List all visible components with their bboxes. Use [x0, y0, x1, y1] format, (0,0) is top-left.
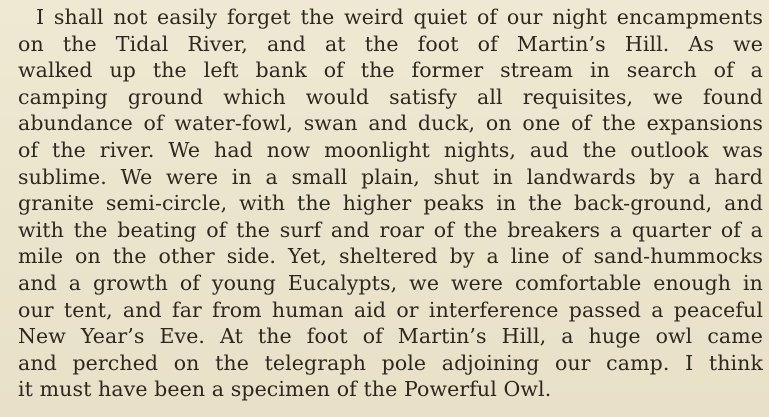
text-line-2: on the Tidal River, and at the foot of Martin’s Hill. As we	[18, 31, 763, 56]
text-line-14: and perched on the telegraph pole adjoining our camp. I think	[18, 350, 763, 375]
text-line-15: it must have been a specimen of the Powerful Owl.	[18, 377, 552, 402]
text-line-1: I shall not easily forget the weird quiet of our night encampments	[36, 5, 763, 29]
text-line-4: camping ground which would satisfy all requisites, we found	[18, 84, 763, 109]
text-line-5: abundance of water-fowl, swan and duck, on one of the expansions	[18, 111, 763, 136]
text-line-13: New Year’s Eve. At the foot of Martin’s Hill, a huge owl came	[18, 324, 763, 349]
text-line-8: granite semi-circle, with the higher peaks in the back-ground, and	[18, 191, 763, 216]
text-line-9: with the beating of the surf and roar of the breakers a quarter of a	[18, 217, 763, 242]
text-line-11: and a growth of young Eucalypts, we were comfortable enough in	[18, 270, 763, 295]
body-paragraph	[18, 4, 763, 403]
text-line-7: sublime. We were in a small plain, shut in landwards by a hard	[18, 164, 763, 189]
text-line-6: of the river. We had now moonlight nights, aud the outlook was	[18, 137, 763, 162]
text-line-12: our tent, and far from human aid or interference passed a peaceful	[18, 297, 763, 322]
text-line-3: walked up the left bank of the former stream in search of a	[18, 58, 763, 83]
text-line-10: mile on the other side. Yet, sheltered by a line of sand-hummocks	[18, 244, 763, 269]
